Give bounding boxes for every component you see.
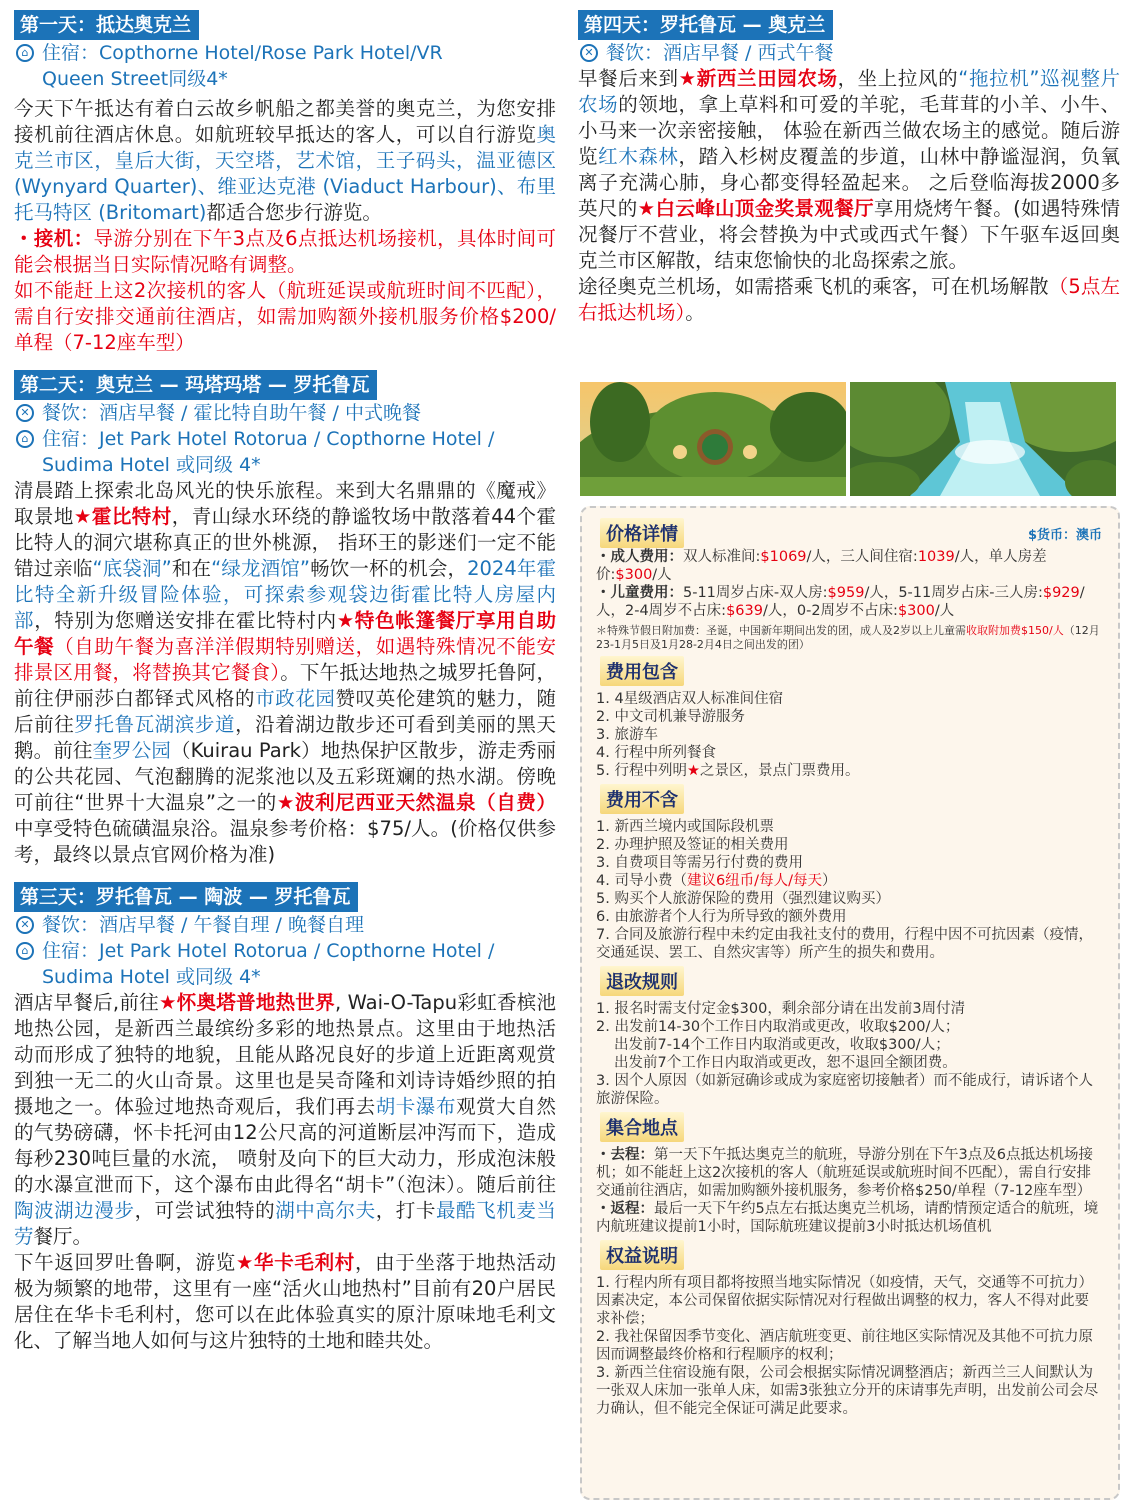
- list-item: 2. 出发前14-30个工作日内取消或更改，收取$200/人；: [596, 1019, 960, 1035]
- photo-strip: [580, 382, 1120, 496]
- list-item: 2. 中文司机兼导游服务: [596, 709, 745, 725]
- meet-back: ・返程：最后一天下午约5点左右抵达奥克兰机场，请酌情预定适合的航班，境内航班建议提前1小时，国际航班建议提前3小时抵达机场值机: [596, 1201, 1099, 1235]
- list-item: 3. 新西兰住宿设施有限，公司会根据实际情况调整酒店；新西兰三人间默认为一张双人床加一张单人床，如需3张独立分开的床请事先声明，出发前公司会尽力确认，但不能完全保证可满足此要求。: [596, 1365, 1099, 1417]
- hotel-icon: ⌂: [16, 430, 34, 448]
- day3-title: 第三天：罗托鲁瓦 — 陶波 — 罗托鲁瓦: [14, 882, 358, 912]
- day1-title: 第一天：抵达奥克兰: [14, 10, 199, 40]
- list-item: 1. 新西兰境内或国际段机票: [596, 819, 774, 835]
- hotel-icon: ⌂: [16, 942, 34, 960]
- list-item: 1. 报名时需支付定金$300，剩余部分请在出发前3周付清: [596, 1001, 966, 1017]
- exclude-title: 费用不含: [600, 784, 684, 814]
- include-title: 费用包含: [600, 656, 684, 686]
- list-item: 4. 行程中所列餐食: [596, 745, 716, 761]
- rights-list: [596, 1274, 1102, 1418]
- list-item: 出发前7-14个工作日内取消或更改，收取$300/人；: [614, 1037, 950, 1053]
- exclude-list: [596, 818, 1102, 962]
- holiday-surcharge: ＊特殊节假日附加费：圣诞，中国新年期间出发的团，成人及2岁以上儿童需收取附加费$150/人（12月23-1月5日及1月28-2月4日之间出发的团）: [596, 624, 1100, 651]
- hobbit-house-photo: [580, 382, 846, 496]
- day4-title: 第四天：罗托鲁瓦 — 奥克兰: [578, 10, 833, 40]
- day2-hotel: ⌂ 住宿：Jet Park Hotel Rotorua / Copthorne Hotel / Sudima Hotel 或同级 4*: [14, 426, 556, 478]
- list-item: 出发前7个工作日内取消或更改，恕不退回全额团费。: [614, 1055, 957, 1071]
- child-price: ・儿童费用：5-11周岁占床-双人房:$959/人，5-11周岁占床-三人房:$929/人，2-4周岁不占床:$639/人，0-2周岁不占床:$300/人: [596, 585, 1085, 619]
- list-item: 1. 4星级酒店双人标准间住宿: [596, 691, 784, 707]
- day1-hotel: [14, 40, 556, 92]
- huka-falls-photo: [850, 382, 1116, 496]
- list-item: 3. 因个人原因（如新冠确诊或成为家庭密切接触者）而不能成行，请诉诸个人旅游保险。: [596, 1073, 1093, 1107]
- currency-label: $货币：澳币: [1027, 528, 1102, 543]
- day3-hotel: ⌂ 住宿：Jet Park Hotel Rotorua / Copthorne Hotel / Sudima Hotel 或同级 4*: [14, 938, 556, 990]
- price-box: [580, 506, 1120, 1500]
- day4-para2: 途径奥克兰机场，如需搭乘飞机的乘客，可在机场解散（5点左右抵达机场）。: [578, 275, 1120, 324]
- list-item: 3. 旅游车: [596, 727, 658, 743]
- right-column: [578, 10, 1120, 326]
- day2-para: 清晨踏上探索北岛风光的快乐旅程。来到大名鼎鼎的《魔戒》取景地★霍比特村，青山绿水环绕的静谧牧场中散落着44个霍比特人的洞穴堪称真正的世外桃源， 指环王的影迷们一定不能错过亲临“底袋洞”和在“绿龙酒馆”畅饮一杯的机会，2024年霍比特全新升级冒险体验，可探索参观袋边街霍比特人房屋内部，特别为您赠送安排在霍比特村内★特色帐篷餐厅享用自助午餐（自助午餐为喜洋洋假期特别赠送，如遇特殊情况不能安排景区用餐，将替换其它餐食）。下午抵达地热之城罗托鲁阿，前往伊丽莎白都铎式风格的市政花园赞叹英伦建筑的魅力，随后前往罗托鲁瓦湖滨步道，沿着湖边散步还可看到美丽的黑天鹅。前往奎罗公园（Kuirau Park）地热保护区散步，游走秀丽的公共花园、气泡翻腾的泥浆池以及五彩斑斓的热水湖。傍晚可前往“世界十大温泉”之一的★波利尼西亚天然温泉（自费） 中享受特色硫磺温泉浴。温泉参考价格：$75/人。(价格仅供参考，最终以景点官网价格为准): [14, 479, 556, 866]
- list-item: 1. 行程内所有项目都将按照当地实际情况（如疫情，天气，交通等不可抗力）因素决定，本公司保留依据实际情况对行程做出调整的权力，客人不得对此要求补偿；: [596, 1275, 1093, 1327]
- list-item: 6. 由旅游者个人行为所导致的额外费用: [596, 909, 847, 925]
- list-item: 5. 购买个人旅游保险的费用（强烈建议购买）: [596, 891, 890, 907]
- hotel-line1: Copthorne Hotel/Rose Park Hotel/VR: [99, 42, 443, 64]
- day1-pickup: ・接机：导游分别在下午3点及6点抵达机场接机，具体时间可能会根据当日实际情况略有调整。: [14, 227, 556, 276]
- list-item: 2. 办理护照及签证的相关费用: [596, 837, 789, 853]
- refund-title: 退改规则: [600, 966, 684, 996]
- adult-price: ・成人费用：双人标准间:$1069/人，三人间住宿:1039/人，单人房差价:$300/人: [596, 549, 1047, 583]
- day3-meal: ✕ 餐饮：酒店早餐 / 午餐自理 / 晚餐自理: [14, 912, 556, 938]
- list-item: 7. 合同及旅游行程中未约定由我社支付的费用，行程中因不可抗因素（疫情，交通延误、罢工、自然灾害等）所产生的损失和费用。: [596, 927, 1093, 961]
- day1-para1: 今天下午抵达有着白云故乡帆船之都美誉的奥克兰，为您安排接机前往酒店休息。如航班较早抵达的客人，可以自行游览奥克兰市区，皇后大街，天空塔，艺术馆，王子码头，温亚德区 (Wynyard Quarter)、维亚达克港 (Viaduct Harbour)、布里托马特区 (Britomart)都适合您步行游览。: [14, 97, 556, 224]
- list-item: 3. 自费项目等需另行付费的费用: [596, 855, 803, 871]
- rights-title: 权益说明: [600, 1240, 684, 1270]
- day1-pickup-note: 如不能赶上这2次接机的客人（航班延误或航班时间不匹配），需自行安排交通前往酒店，如需加购额外接机服务价格$200/单程（7-12座车型）: [14, 279, 556, 354]
- meal-icon: ✕: [16, 404, 34, 422]
- day3-para1: 酒店早餐后,前往★怀奥塔普地热世界, Wai-O-Tapu彩虹香槟池地热公园，是新西兰最缤纷多彩的地热景点。这里由于地热活动而形成了独特的地貌，且能从路况良好的步道上近距离观赏到独一无二的火山奇景。这里也是吴奇隆和刘诗诗婚纱照的拍摄地之一。体验过地热奇观后，我们再去胡卡瀑布观赏大自然的气势磅礴，怀卡托河由12公尺高的河道断层冲泻而下，造成每秒230吨巨量的水流， 喷射及向下的巨大动力，形成泡沫般的水瀑宣泄而下，这个瀑布由此得名“胡卡”（泡沫）。随后前往陶波湖边漫步，可尝试独特的湖中高尔夫，打卡最酷飞机麦当劳餐厅。: [14, 991, 556, 1248]
- meet-go: ・去程：第一天下午抵达奥克兰的航班，导游分别在下午3点及6点抵达机场接机；如不能赶上这2次接机的客人（航班延误或航班时间不匹配），需自行安排交通前往酒店，如需加购额外接机服务，参考价格$250/单程（7-12座车型）: [596, 1147, 1093, 1199]
- day4-para1: 早餐后来到★新西兰田园农场，坐上拉风的“拖拉机”巡视整片农场的领地，拿上草料和可爱的羊驼，毛茸茸的小羊、小牛、小马来一次亲密接触， 体验在新西兰做农场主的感觉。随后游览红木森林，踏入杉树皮覆盖的步道，山林中静谧湿润，负氧离子充满心肺，身心都变得轻盈起来。 之后登临海拔2000多英尺的★白云峰山顶金奖景观餐厅享用烧烤午餐。(如遇特殊情况餐厅不营业，将会替换为中式或西式午餐）下午驱车返回奥克兰市区解散，结束您愉快的北岛探索之旅。: [578, 67, 1121, 272]
- day2-title: 第二天：奥克兰 — 玛塔玛塔 — 罗托鲁瓦: [14, 370, 377, 400]
- day2-meal: ✕ 餐饮：酒店早餐 / 霍比特自助午餐 / 中式晚餐: [14, 400, 556, 426]
- list-item: 2. 我社保留因季节变化、酒店航班变更、前往地区实际情况及其他不可抗力原因而调整最终价格和行程顺序的权利；: [596, 1329, 1093, 1363]
- include-list: [596, 690, 1102, 780]
- meal-icon: ✕: [580, 44, 598, 62]
- hotel-icon: ⌂: [16, 44, 34, 62]
- meet-title: 集合地点: [600, 1112, 684, 1142]
- list-item: 4. 司导小费（建议6纽币/每人/每天）: [596, 873, 837, 889]
- left-column: [14, 10, 556, 1354]
- list-item: 5. 行程中列明★之景区，景点门票费用。: [596, 763, 860, 779]
- meal-icon: ✕: [16, 916, 34, 934]
- refund-list: [596, 1000, 1102, 1108]
- hotel-label: 住宿：: [42, 42, 100, 64]
- hotel-line2: Queen Street同级4*: [42, 68, 228, 90]
- day3-para2: 下午返回罗吐鲁啊，游览★华卡毛利村，由于坐落于地热活动极为频繁的地带，这里有一座“活火山地热村”目前有20户居民居住在华卡毛利村，您可以在此体验真实的原汁原味地毛利文化、了解当地人如何与这片独特的土地和睦共处。: [14, 1251, 556, 1352]
- price-title: 价格详情: [600, 518, 684, 548]
- day4-meal: ✕ 餐饮：酒店早餐 / 西式午餐: [578, 40, 1120, 66]
